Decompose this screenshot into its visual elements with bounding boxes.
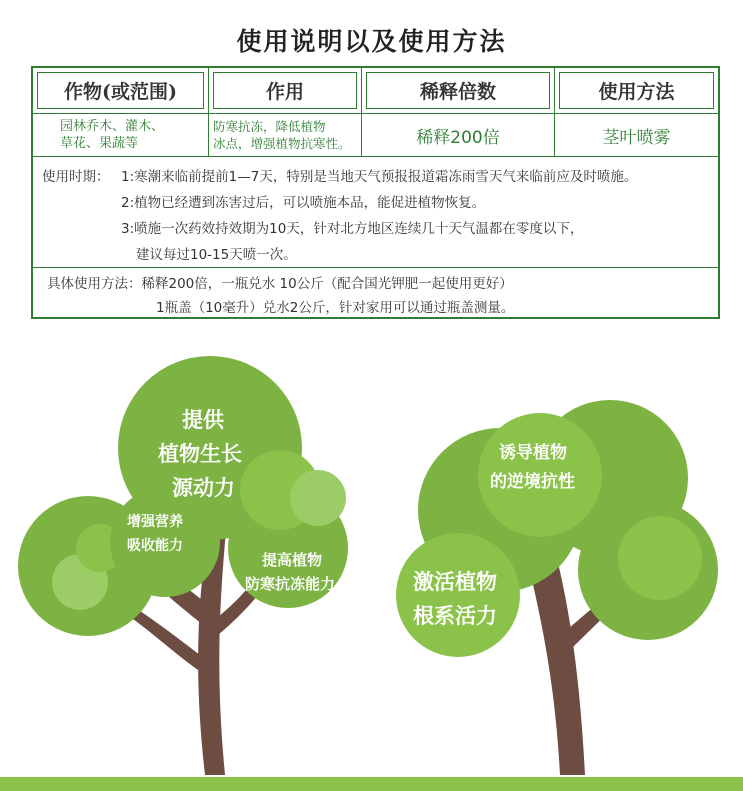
cell-method: 茎叶喷雾 bbox=[602, 127, 671, 148]
timing-label: 使用时期： bbox=[42, 169, 110, 185]
effect-line-1: 防寒抗冻，降低植物 bbox=[213, 119, 326, 134]
right-mid-label-1: 激活植物 bbox=[413, 570, 497, 594]
timing-item-3: 3:喷施一次药效持效期为10天，针对北方地区连续几十天气温都在零度以下， bbox=[121, 221, 584, 237]
cell-dilution: 稀释200倍 bbox=[362, 114, 555, 156]
method-line-2: 1瓶盖（10毫升）兑水2公斤，针对家用可以通过瓶盖测量。 bbox=[156, 300, 515, 316]
left-tree-label-2: 植物生长 bbox=[158, 442, 242, 466]
scope-line-1: 园林乔木、灌木、 bbox=[60, 119, 165, 134]
timing-item-2: 2:植物已经遭到冻害过后，可以喷施本品，能促进植物恢复。 bbox=[121, 195, 486, 211]
cell-scope bbox=[33, 114, 209, 156]
left-right-label-1: 提高植物 bbox=[262, 551, 323, 569]
left-right-label-2: 防寒抗冻能力 bbox=[245, 575, 336, 593]
tree-illustration bbox=[0, 330, 743, 791]
right-top-label-1: 诱导植物 bbox=[499, 443, 567, 463]
header-effect: 作用 bbox=[209, 68, 362, 113]
header-method: 使用方法 bbox=[555, 68, 718, 113]
method-line-1: 具体使用方法：稀释200倍，一瓶兑水 10公斤（配合国光钾肥一起使用更好） bbox=[47, 276, 513, 292]
ground-strip bbox=[0, 777, 743, 791]
right-top-label-2: 的逆境抗性 bbox=[490, 472, 575, 492]
left-small-label-1: 增强营养 bbox=[127, 514, 183, 530]
table-header-row bbox=[33, 68, 718, 113]
timing-item-3b: 建议每过10-15天喷一次。 bbox=[136, 247, 297, 263]
scope-line-2: 草花、果蔬等 bbox=[60, 136, 139, 151]
usage-method bbox=[33, 268, 718, 317]
cell-effect bbox=[209, 114, 362, 156]
timing-item-1: 1:寒潮来临前提前1—7天，特别是当地天气预报报道霜冻雨雪天气来临前应及时喷施。 bbox=[121, 169, 638, 185]
header-crop: 作物(或范围) bbox=[33, 68, 209, 113]
trees-graphic bbox=[0, 330, 743, 791]
header-dilution: 稀释倍数 bbox=[362, 68, 555, 113]
right-mid-label-2: 根系活力 bbox=[413, 604, 497, 628]
effect-line-2: 冰点，增强植物抗寒性。 bbox=[213, 136, 351, 151]
usage-timing bbox=[33, 158, 718, 268]
usage-table bbox=[31, 66, 720, 319]
left-tree-label-1: 提供 bbox=[182, 408, 224, 432]
left-tree-label-3: 源动力 bbox=[172, 476, 235, 500]
table-row bbox=[33, 113, 718, 157]
page-title: 使用说明以及使用方法 bbox=[236, 27, 507, 56]
left-small-label-2: 吸收能力 bbox=[127, 538, 183, 554]
